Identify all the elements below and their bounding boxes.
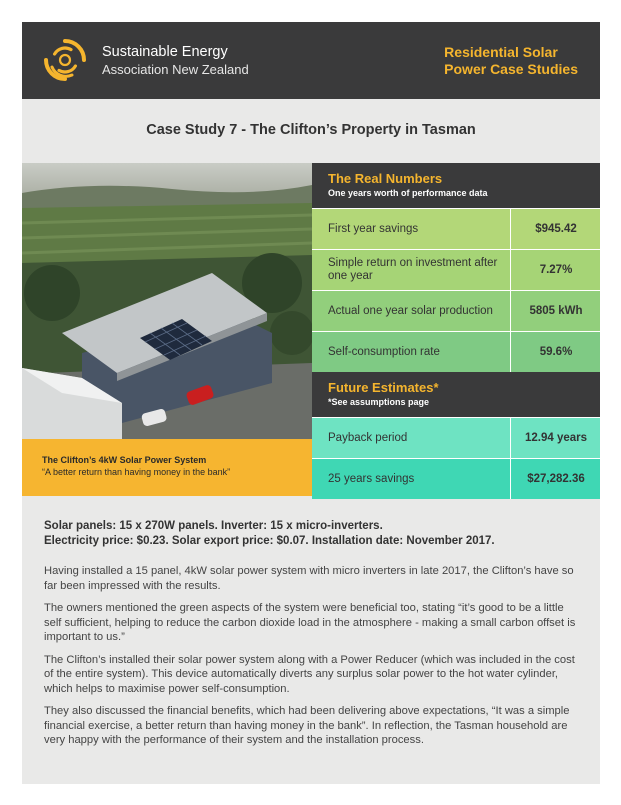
- system-specs: [44, 519, 495, 549]
- metric-value: $945.42: [510, 209, 601, 249]
- metric-value: $27,282.36: [510, 459, 601, 499]
- real-numbers-heading: The Real Numbers: [328, 171, 443, 186]
- swirl-logo-icon: [42, 37, 88, 83]
- caption-title: The Clifton’s 4kW Solar Power System: [42, 455, 207, 465]
- case-study-body: [44, 564, 584, 756]
- metric-row: [312, 331, 600, 372]
- body-paragraph: They also discussed the financial benefits, which had been delivering above expectations, “It was a simple financial exercise, a better return than having money in the bank”. In reflection, the Tasman household are very happy with the performance of their system and the installation process.: [44, 705, 570, 746]
- organization-name: [102, 44, 249, 78]
- metric-row: [312, 290, 600, 331]
- metric-label: Simple return on investment after one year: [328, 257, 498, 282]
- metric-label: Self-consumption rate: [328, 345, 440, 358]
- specs-line1: Solar panels: 15 x 270W panels. Inverter: 15 x micro-inverters.: [44, 520, 383, 532]
- future-estimates-heading: Future Estimates*: [328, 380, 439, 395]
- metric-row: [312, 458, 600, 499]
- house-photo: [22, 163, 312, 439]
- metric-row: [312, 417, 600, 458]
- body-paragraph: The Clifton’s installed their solar power system along with a Power Reducer (which was included in the cost of the entire system). This device automatically diverts any surplus solar power to the hot water cylinder, which helps to maximise power self-consumption.: [44, 653, 575, 695]
- org-name-line1: Sustainable Energy: [102, 44, 228, 60]
- metric-row: [312, 208, 600, 249]
- metric-row: [312, 249, 600, 290]
- metric-value: 5805 kWh: [510, 291, 601, 331]
- caption-quote: “A better return than having money in the bank”: [42, 467, 231, 477]
- series-title: [444, 44, 578, 78]
- metric-label: First year savings: [328, 222, 419, 235]
- metric-value: 12.94 years: [510, 418, 601, 458]
- case-study-page: [22, 22, 600, 784]
- body-paragraph: The owners mentioned the green aspects of the system were beneficial too, stating “it’s good to be a little self sufficient, helping to reduce the carbon dioxide load in the atmosphere - making a small carbon offset is important to us.”: [44, 602, 576, 643]
- metric-value: 7.27%: [510, 250, 601, 290]
- metric-label: Payback period: [328, 431, 408, 444]
- real-numbers-header: [312, 163, 600, 208]
- future-estimates-subheading: *See assumptions page: [328, 397, 430, 407]
- real-numbers-subheading: One years worth of performance data: [328, 188, 488, 198]
- page-title: Case Study 7 - The Clifton’s Property in Tasman: [146, 122, 476, 138]
- series-title-line2: Power Case Studies: [444, 61, 578, 77]
- metric-label: 25 years savings: [328, 472, 415, 485]
- metric-value: 59.6%: [510, 332, 601, 372]
- body-paragraph: Having installed a 15 panel, 4kW solar power system with micro inverters in late 2017, the Clifton’s have so far been impressed with the results.: [44, 565, 574, 592]
- future-estimates-header: [312, 372, 600, 417]
- specs-line2: Electricity price: $0.23. Solar export price: $0.07. Installation date: November 2017.: [44, 535, 495, 547]
- header-bar: [22, 22, 600, 99]
- numbers-panel: [312, 163, 600, 499]
- metric-label: Actual one year solar production: [328, 304, 493, 317]
- photo-caption: [22, 439, 312, 496]
- series-title-line1: Residential Solar: [444, 44, 558, 60]
- org-name-line2: Association New Zealand: [102, 62, 249, 77]
